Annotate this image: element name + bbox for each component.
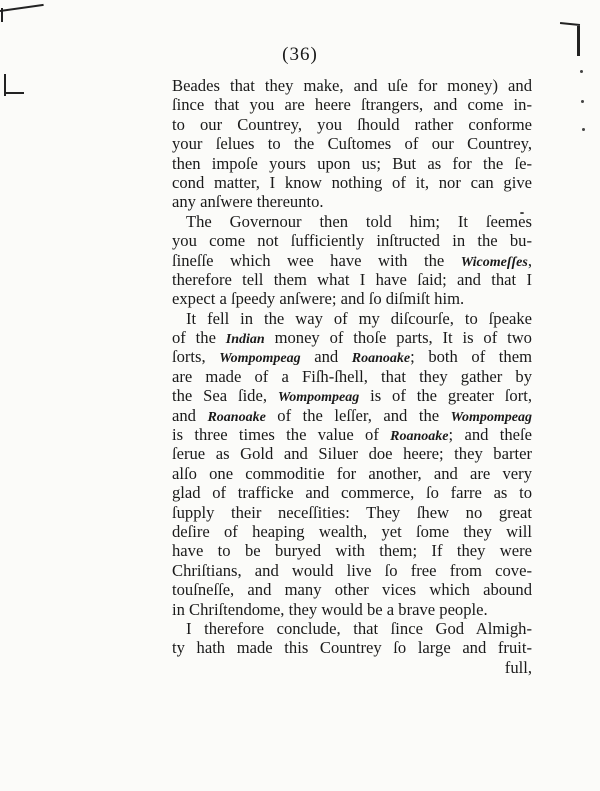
italic-term: Wompompeag: [219, 351, 301, 367]
text-line: [172, 580, 532, 599]
text-line: [172, 134, 532, 153]
text-line: [172, 115, 532, 134]
text-run: and: [172, 405, 208, 425]
text-run: Chriſtians, and would live ſo free from cove-: [172, 560, 532, 580]
text-line: [172, 464, 532, 483]
text-run: full,: [504, 657, 532, 677]
italic-term: Roanoake: [351, 351, 411, 367]
text-run: and: [300, 347, 352, 367]
text-line: [172, 425, 532, 444]
text-line: [172, 309, 532, 328]
italic-term: Indian: [225, 332, 265, 348]
text-run: touſneſſe, and many other vices which abound: [172, 580, 532, 600]
text-line: [172, 406, 532, 425]
text-run: your ſelues to the Cuſtomes of our Countrey,: [172, 134, 532, 154]
italic-term: Wompompeag: [450, 409, 532, 425]
text-line: [172, 173, 532, 192]
text-run: to our Countrey, you ſhould rather conforme: [172, 114, 532, 134]
text-line: [172, 503, 532, 522]
text-run: cond matter, I know nothing of it, nor can give: [172, 172, 532, 192]
text-run: ,: [527, 250, 532, 270]
text-run: is three times the value of: [172, 425, 391, 445]
page-number: (36): [282, 44, 318, 65]
text-line: [172, 212, 532, 231]
text-run: It fell in the way of my diſcourſe, to ſpeake: [186, 308, 532, 328]
text-run: are made of a Fiſh-ſhell, that they gather by: [172, 366, 532, 386]
text-run: The Governour then told him; It ſeemes: [186, 211, 532, 231]
text-line: [172, 600, 532, 619]
text-run: glad of trafficke and commerce, ſo farre as to: [172, 483, 532, 503]
italic-term: Wicomeſſes: [460, 254, 528, 270]
scan-corner-mark: [0, 4, 44, 12]
text-run: therefore tell them what I have ſaid; and that I: [172, 269, 532, 289]
text-line: [172, 231, 532, 250]
text-run: ſupply their neceſſities: They ſhew no great: [172, 502, 532, 522]
text-run: ſineſſe which wee have with the: [172, 250, 461, 270]
text-run: in Chriſtendome, they would be a brave people.: [172, 599, 488, 619]
text-run: ; both of them: [410, 347, 532, 367]
scan-speck: [582, 128, 585, 131]
text-line: [172, 367, 532, 386]
text-run: alſo one commoditie for another, and are very: [172, 463, 532, 483]
text-run: ſorts,: [172, 347, 220, 367]
text-run: deſire of heaping wealth, yet ſome they will: [172, 521, 532, 541]
text-line: [172, 561, 532, 580]
text-run: expect a ſpeedy anſwere; and ſo diſmiſt him.: [172, 289, 465, 309]
text-run: ; and theſe: [448, 425, 532, 445]
text-line: [172, 541, 532, 560]
text-line: [172, 619, 532, 638]
text-line: [172, 328, 532, 347]
italic-term: Roanoake: [207, 409, 266, 425]
text-run: Beades that they make, and uſe for money) and: [172, 76, 532, 95]
text-run: you come not ſufficiently inſtructed in the bu-: [172, 231, 532, 251]
text-line: [172, 95, 532, 114]
scan-edge-mark: [560, 22, 580, 26]
text-run: of the: [172, 328, 226, 348]
text-line: [172, 638, 532, 657]
text-line: [172, 192, 532, 211]
text-line: [172, 483, 532, 502]
text-run: any anſwere thereunto.: [172, 192, 324, 212]
scan-corner-mark: [1, 8, 3, 22]
text-line: [172, 76, 532, 95]
text-line: [172, 658, 532, 677]
scan-edge-mark: [4, 92, 24, 94]
text-line: [172, 270, 532, 289]
scan-speck: [580, 70, 583, 73]
text-line: [172, 444, 532, 463]
text-run: ty hath made this Countrey ſo large and fruit-: [172, 638, 532, 658]
text-line: [172, 251, 532, 270]
italic-term: Roanoake: [390, 429, 449, 445]
text-run: then impoſe yours upon us; But as for the ſe-: [172, 153, 532, 173]
scan-speck: [581, 100, 584, 103]
italic-term: Wompompeag: [277, 390, 360, 406]
text-line: [172, 347, 532, 366]
text-run: have to be buryed with them; If they were: [172, 541, 532, 561]
text-run: the Sea ſide,: [172, 386, 278, 406]
text-line: [172, 289, 532, 308]
text-run: of the leſſer, and the: [265, 405, 451, 425]
body-text: [172, 76, 532, 677]
text-line: [172, 522, 532, 541]
text-run: I therefore conclude, that ſince God Almigh-: [186, 618, 532, 638]
text-run: money of thoſe parts, It is of two: [264, 328, 532, 348]
text-run: ſerue as Gold and Siluer doe heere; they barter: [172, 444, 532, 464]
text-line: [172, 386, 532, 405]
text-line: [172, 154, 532, 173]
text-run: is of the greater ſort,: [359, 386, 532, 406]
text-run: ſince that you are heere ſtrangers, and come in-: [172, 95, 532, 115]
